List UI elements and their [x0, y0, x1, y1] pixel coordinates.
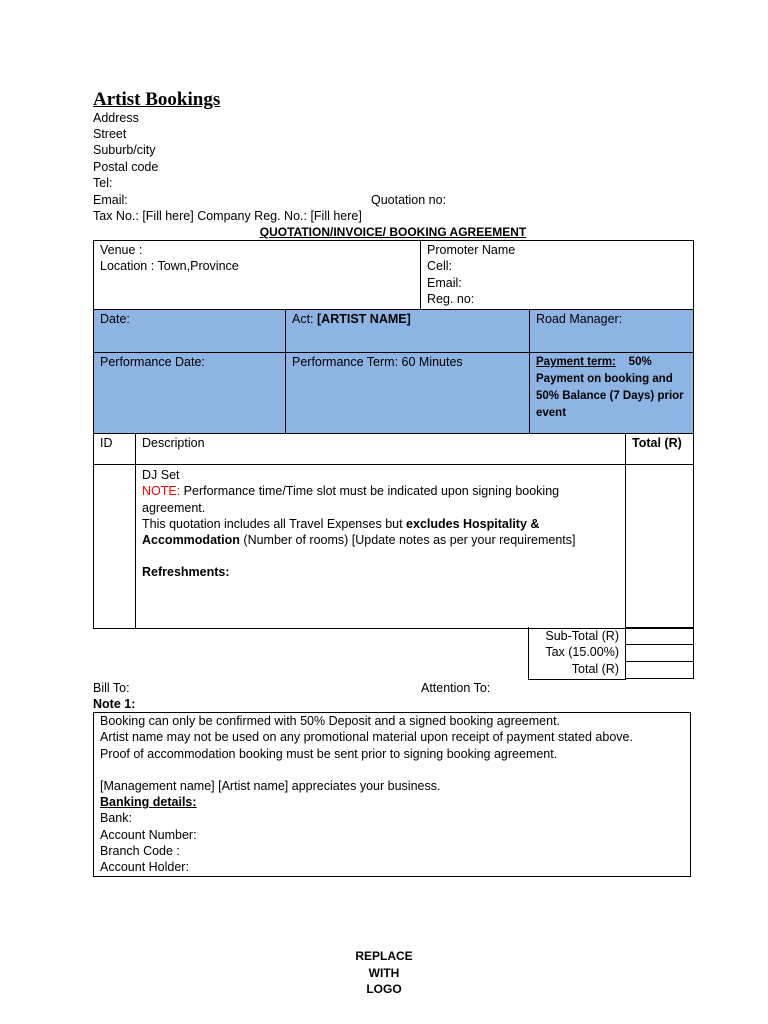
subtotal-value-cell — [626, 628, 694, 645]
venue-label: Venue : — [100, 243, 143, 257]
item-total-cell — [626, 465, 694, 629]
rooms-text: (Number of rooms) [Update notes as per your requirements] — [239, 533, 576, 548]
description-header: Description — [142, 436, 205, 450]
road-manager-cell — [530, 310, 694, 353]
total-value-cell — [626, 662, 694, 679]
quotation-number-label: Quotation no: — [371, 193, 447, 207]
appreciation-line: [Management name] [Artist name] appreciates your business. — [100, 778, 441, 793]
item-description-cell — [136, 465, 626, 629]
performance-date-cell — [94, 353, 286, 434]
banking-details-heading: Banking details: — [100, 795, 197, 810]
travel-expenses-note — [142, 516, 619, 549]
notes-box — [93, 712, 691, 877]
street-line: Street — [93, 127, 127, 141]
venue-cell — [94, 241, 421, 310]
id-header-cell — [94, 434, 136, 465]
promoter-email-label: Email: — [427, 275, 462, 290]
total-header: Total (R) — [632, 436, 682, 450]
performance-term-label: Performance Term: 60 Minutes — [292, 355, 463, 369]
postal-code-line: Postal code — [93, 160, 159, 174]
totals-values-table — [625, 627, 694, 679]
road-manager-label: Road Manager: — [536, 312, 623, 326]
branch-code-label: Branch Code : — [100, 844, 180, 859]
act-label: Act: — [292, 312, 318, 326]
performance-note — [142, 483, 619, 516]
logo-line-2: WITH — [368, 965, 400, 980]
total-label: Total (R) — [571, 661, 619, 676]
payment-term-label: Payment term: — [536, 356, 616, 368]
venue-promoter-table — [93, 240, 694, 310]
note1-label: Note 1: — [93, 697, 136, 711]
promoter-reg-label: Reg. no: — [427, 291, 475, 306]
note-line-2: Artist name may not be used on any promotional material upon receipt of payment stated above. — [100, 730, 633, 745]
bank-label: Bank: — [100, 811, 132, 826]
refreshments-label: Refreshments: — [142, 565, 230, 580]
performance-term-cell — [286, 353, 530, 434]
note-label: NOTE: — [142, 484, 181, 499]
act-cell — [286, 310, 530, 353]
tax-reg-line: Tax No.: [Fill here] Company Reg. No.: [Fill here] — [93, 209, 362, 223]
attention-to-label: Attention To: — [421, 681, 491, 695]
account-holder-label: Account Holder: — [100, 860, 189, 875]
logo-placeholder — [334, 948, 434, 998]
tax-value-cell — [626, 645, 694, 662]
address-line: Address — [93, 111, 139, 125]
date-label: Date: — [100, 312, 130, 326]
promoter-cell — [421, 241, 694, 310]
note-text: Performance time/Time slot must be indicated upon signing booking agreement. — [142, 484, 560, 515]
bill-to-label: Bill To: — [93, 681, 130, 695]
logo-line-3: LOGO — [366, 982, 402, 996]
tel-line: Tel: — [93, 176, 113, 190]
date-cell — [94, 310, 286, 353]
payment-term-cell — [530, 353, 694, 434]
logo-line-1: REPLACE — [355, 949, 413, 963]
subtotal-label: Sub-Total (R) — [545, 629, 619, 643]
tax-label: Tax (15.00%) — [545, 645, 619, 660]
id-header: ID — [100, 436, 113, 450]
act-value: [ARTIST NAME] — [317, 312, 411, 326]
promoter-name-label: Promoter Name — [427, 243, 516, 257]
performance-date-label: Performance Date: — [100, 355, 205, 369]
payment-term-text: 50% Payment on booking and 50% Balance (7 Days) prior event — [536, 356, 684, 419]
location-label: Location : Town,Province — [100, 259, 239, 274]
excludes-text: excludes Hospitality & Accommodation — [142, 516, 540, 548]
line-items-table — [93, 433, 694, 629]
account-number-label: Account Number: — [100, 827, 197, 842]
dj-set-label: DJ Set — [142, 468, 180, 482]
document-heading: QUOTATION/INVOICE/ BOOKING AGREEMENT — [259, 225, 527, 239]
company-title: Artist Bookings — [93, 89, 221, 110]
email-line: Email: — [93, 193, 128, 207]
promoter-cell-label: Cell: — [427, 259, 453, 274]
total-header-cell — [626, 434, 694, 465]
totals-labels — [528, 627, 626, 680]
description-header-cell — [136, 434, 626, 465]
includes-text: This quotation includes all Travel Expenses but — [142, 516, 407, 531]
item-id-cell — [94, 465, 136, 629]
note-line-1: Booking can only be confirmed with 50% Deposit and a signed booking agreement. — [100, 714, 561, 728]
note-line-3: Proof of accommodation booking must be sent prior to signing booking agreement. — [100, 746, 558, 761]
booking-info-grid — [93, 309, 694, 434]
suburb-line: Suburb/city — [93, 143, 156, 157]
